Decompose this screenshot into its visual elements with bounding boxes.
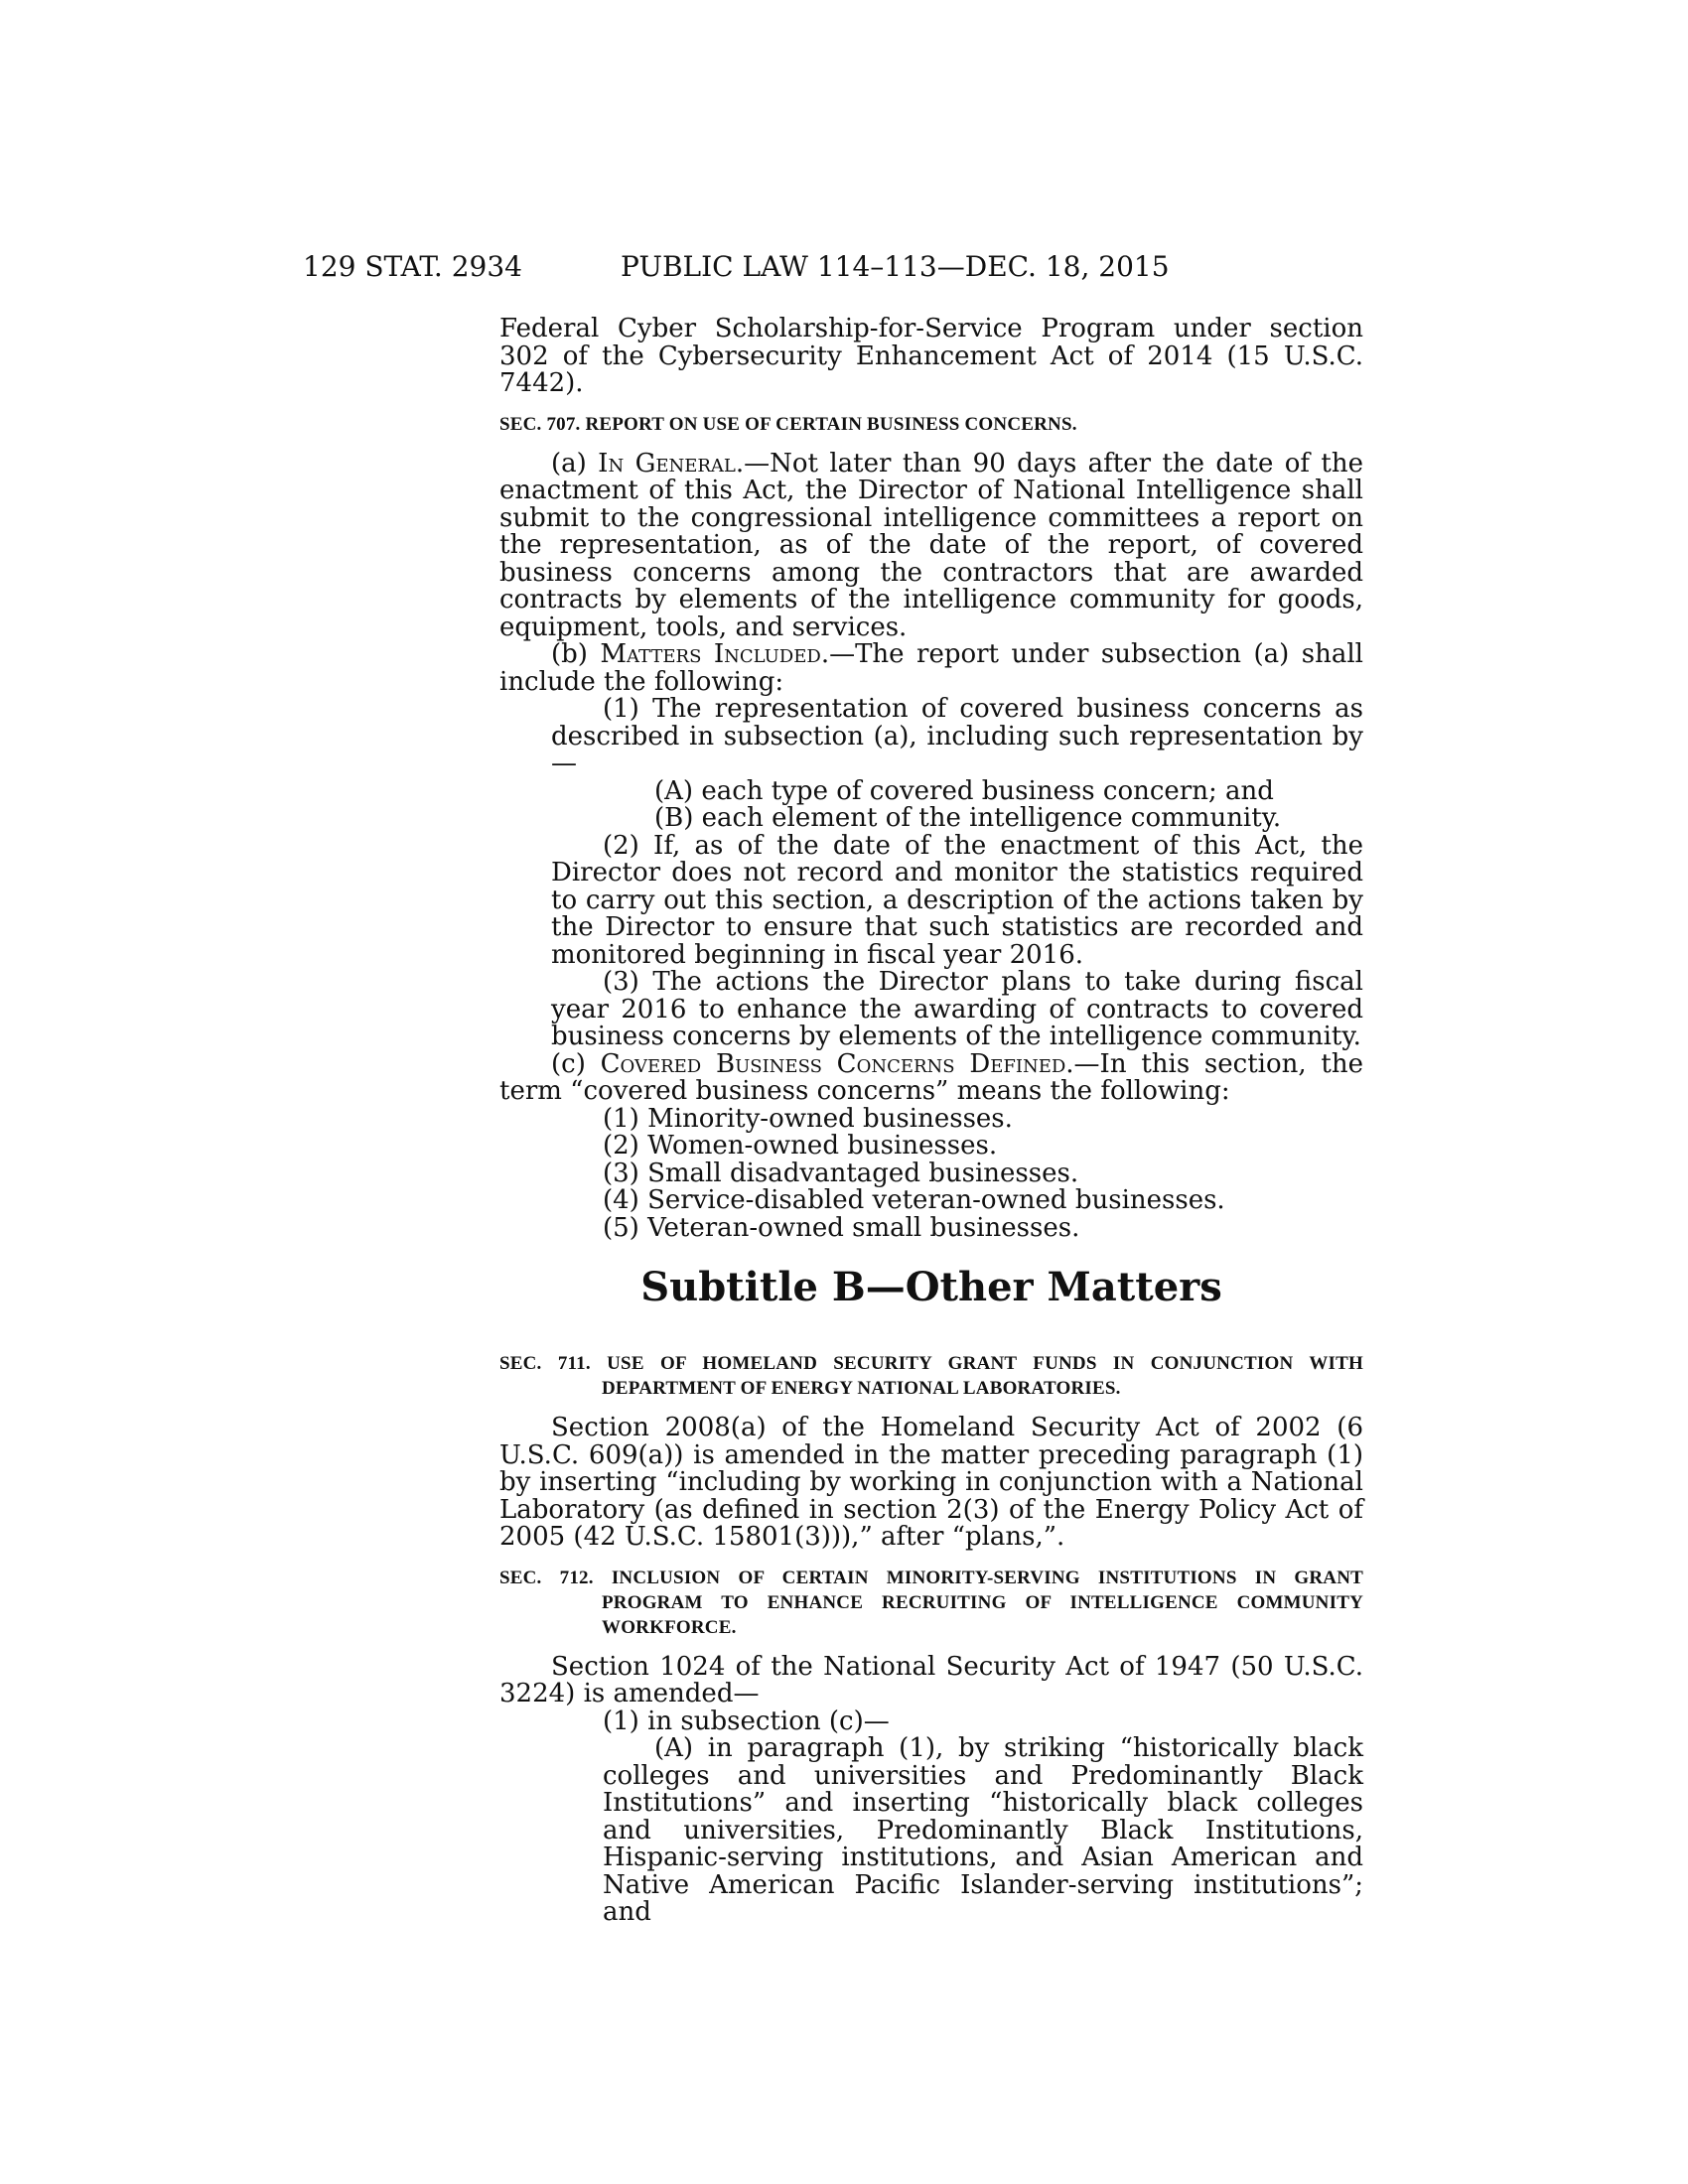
subsection-a-label: (a) — [551, 448, 599, 478]
subsection-b-paragraph-3: (3) The actions the Director plans to take during fiscal year 2016 to enhance the awarding of contracts to covered business concerns by elements of the intelligence community. — [551, 967, 1363, 1051]
section-712-heading: SEC. 712. INCLUSION OF CERTAIN MINORITY-SERVING INSTITUTIONS IN GRANT PROGRAM TO ENHANCE RECRUITING OF INTELLIGENCE COMMUNITY WORKFORCE. — [499, 1567, 1363, 1638]
subsection-b-paragraph-1-B: (B) each element of the intelligence community. — [654, 803, 1282, 833]
subsection-b-label: (b) — [551, 639, 601, 669]
covered-concern-item: (1) Minority-owned businesses. — [603, 1103, 1013, 1134]
section-712-paragraph-1-A: (A) in paragraph (1), by striking “historically black colleges and universities and Predominantly Black Institutions” and inserting “historically black colleges and universities, Predominantly Black Institutions, Hispanic-serving institutions, and Asian American and Native American Pacific Islander-serving institutions”; and — [603, 1733, 1363, 1927]
intro-paragraph: Federal Cyber Scholarship-for-Service Program under section 302 of the Cybersecurity Enhancement Act of 2014 (15 U.S.C. 7442). — [499, 314, 1363, 398]
document-body — [499, 316, 1363, 1927]
section-711-text: Section 2008(a) of the Homeland Security Act of 2002 (6 U.S.C. 609(a)) is amended in the matter preceding paragraph (1) by inserting “including by working in conjunction with a National Laboratory (as defined in section 2(3) of the Energy Policy Act of 2005 (42 U.S.C. 15801(3))),” after “plans,”. — [499, 1413, 1363, 1552]
section-711-heading: SEC. 711. USE OF HOMELAND SECURITY GRANT FUNDS IN CONJUNCTION WITH DEPARTMENT OF ENERGY NATIONAL LABORATORIES. — [499, 1353, 1363, 1399]
covered-concern-item: (3) Small disadvantaged businesses. — [603, 1158, 1079, 1188]
section-712-text: Section 1024 of the National Security Act of 1947 (50 U.S.C. 3224) is amended— — [499, 1651, 1363, 1708]
section-707-subsection-b — [499, 641, 1363, 696]
subsection-b-paragraph-1-A: (A) each type of covered business concern; and — [654, 775, 1274, 806]
section-707-subsection-c — [499, 1048, 1363, 1106]
covered-concern-item: (5) Veteran-owned small businesses. — [603, 1212, 1080, 1243]
covered-concern-item: (4) Service-disabled veteran-owned businesses. — [603, 1185, 1225, 1215]
section-712-paragraph-1: (1) in subsection (c)— — [603, 1706, 890, 1736]
subsection-a-text: .—Not later than 90 days after the date of the enactment of this Act, the Director of National Intelligence shall submit to the congressional intelligence committees a report on the representation, as of the date of the report, of covered business concerns among the contractors that are awarded contracts by elements of the intelligence community for goods, equipment, tools, and services. — [499, 448, 1363, 642]
subsection-b-text: .—The report under subsection (a) shall include the following: — [499, 639, 1363, 697]
section-707-subsection-a — [499, 448, 1363, 642]
subsection-b-paragraph-1: (1) The representation of covered business concerns as described in subsection (a), including such representation by— — [551, 694, 1363, 778]
subsection-b-paragraph-2: (2) If, as of the date of the enactment of this Act, the Director does not record and monitor the statistics required to carry out this section, a description of the actions taken by the Director to ensure that such statistics are recorded and monitored beginning in fiscal year 2016. — [551, 830, 1363, 970]
section-707-heading: SEC. 707. REPORT ON USE OF CERTAIN BUSINESS CONCERNS. — [499, 413, 1077, 435]
subsection-c-label: (c) — [551, 1048, 601, 1079]
subsection-c-caption: Covered Business Concerns Defined — [600, 1048, 1066, 1079]
subsection-c-text: .—In this section, the term “covered business concerns” means the following: — [499, 1048, 1363, 1106]
subsection-a-caption: In General — [598, 448, 736, 478]
subsection-b-caption: Matters Included — [600, 639, 821, 669]
covered-concern-item: (2) Women-owned businesses. — [603, 1131, 998, 1160]
public-law-reference: PUBLIC LAW 114–113—DEC. 18, 2015 — [621, 250, 1170, 283]
page-header — [303, 250, 1395, 290]
statute-reference: 129 STAT. 2934 — [303, 250, 522, 283]
subtitle-heading: Subtitle B—Other Matters — [640, 1264, 1222, 1310]
